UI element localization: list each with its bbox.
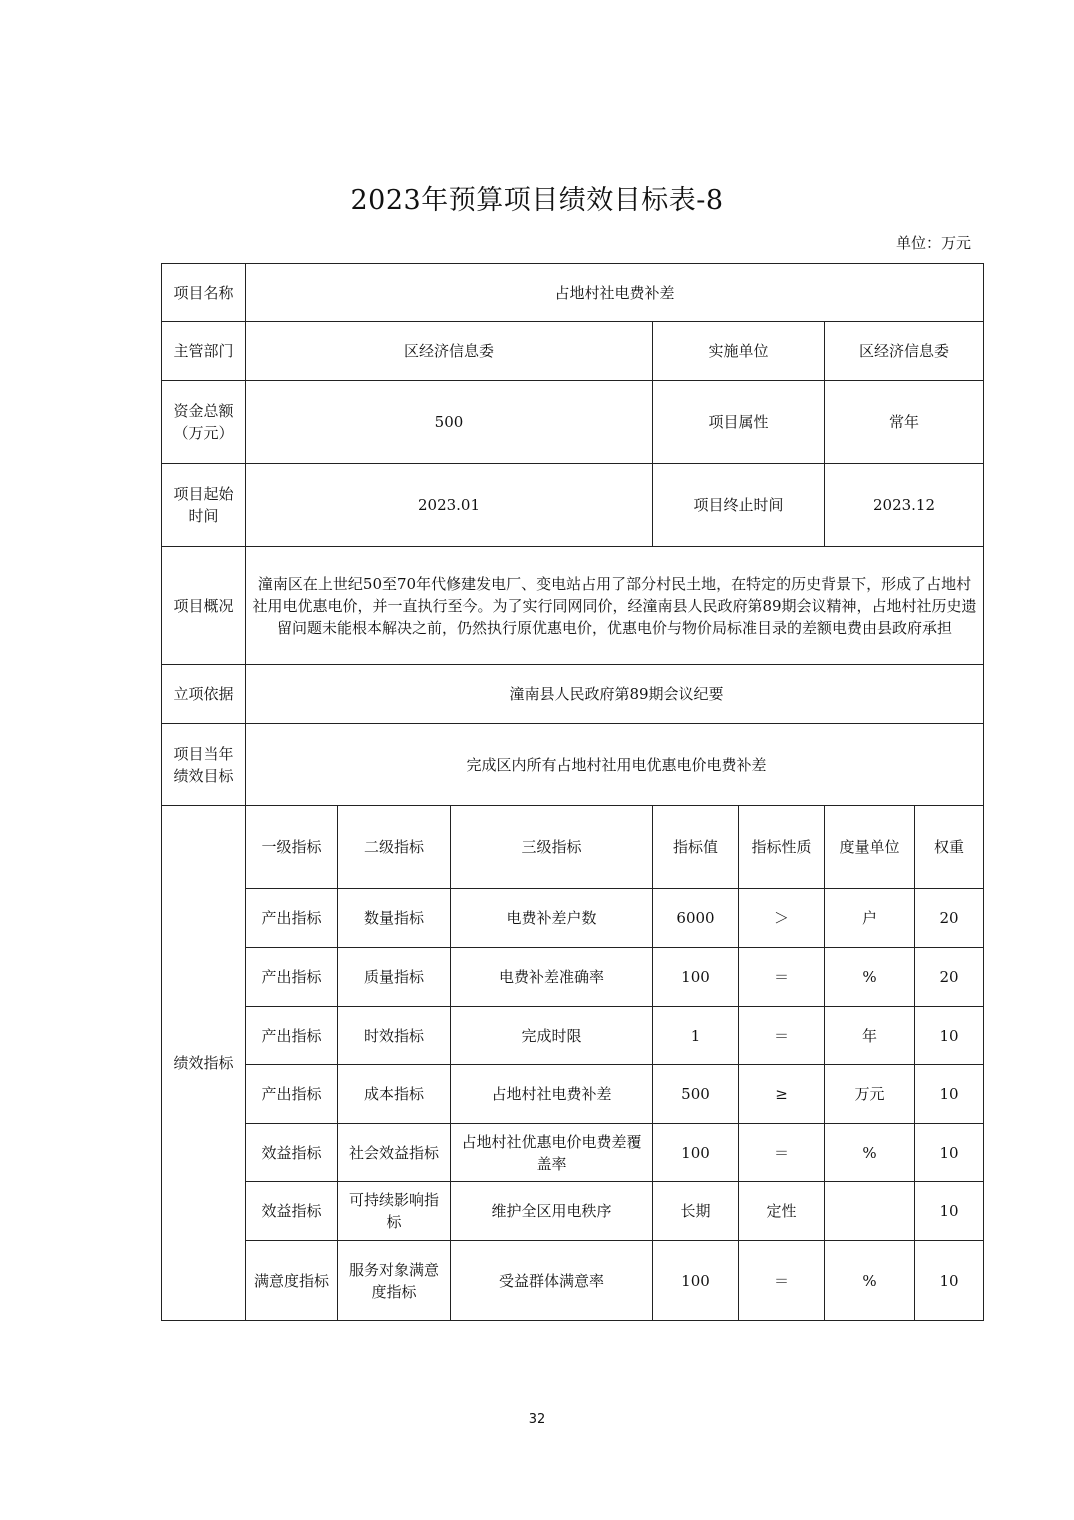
nature-cell: ＝ [739, 948, 825, 1007]
value-cell: 长期 [653, 1182, 739, 1241]
nature-cell: ＝ [739, 1007, 825, 1065]
weight-cell: 10 [915, 1007, 984, 1065]
value-cell: 100 [653, 948, 739, 1007]
project-attr-value: 常年 [825, 381, 984, 464]
project-name-label: 项目名称 [162, 264, 246, 322]
start-time-label: 项目起始时间 [162, 464, 246, 547]
level3-cell: 电费补差户数 [451, 889, 653, 948]
dept-value: 区经济信息委 [246, 322, 653, 381]
nature-cell: ＝ [739, 1241, 825, 1321]
weight-cell: 10 [915, 1124, 984, 1182]
indicator-row [162, 948, 984, 1007]
row-department [162, 322, 984, 381]
header-unit: 度量单位 [825, 806, 915, 889]
level3-cell: 完成时限 [451, 1007, 653, 1065]
nature-cell: ＞ [739, 889, 825, 948]
page-title: 2023年预算项目绩效目标表-8 [350, 185, 724, 216]
overview-value: 潼南区在上世纪50至70年代修建发电厂、变电站占用了部分村民土地，在特定的历史背景下，形成了占地村社用电优惠电价，并一直执行至今。为了实行同网同价，经潼南县人民政府第89期会议精神，占地村社历史遗留问题未能根本解决之前，仍然执行原优惠电价，优惠电价与物价局标准目录的差额电费由县政府承担 [246, 547, 984, 665]
level3-cell: 占地村社电费补差 [451, 1065, 653, 1124]
level2-cell: 可持续影响指标 [338, 1182, 451, 1241]
row-goal [162, 724, 984, 806]
basis-value: 潼南县人民政府第89期会议纪要 [246, 665, 984, 724]
indicator-row [162, 1124, 984, 1182]
level1-cell: 效益指标 [246, 1182, 338, 1241]
header-nature: 指标性质 [739, 806, 825, 889]
header-level3: 三级指标 [451, 806, 653, 889]
performance-target-table [161, 263, 984, 1321]
value-cell: 100 [653, 1241, 739, 1321]
level1-cell: 产出指标 [246, 1065, 338, 1124]
indicator-row [162, 1182, 984, 1241]
nature-cell: ≥ [739, 1065, 825, 1124]
level1-cell: 产出指标 [246, 1007, 338, 1065]
level2-cell: 数量指标 [338, 889, 451, 948]
funds-value: 500 [246, 381, 653, 464]
indicator-row [162, 1007, 984, 1065]
header-level1: 一级指标 [246, 806, 338, 889]
goal-label: 项目当年绩效目标 [162, 724, 246, 806]
unit-cell: 年 [825, 1007, 915, 1065]
row-basis [162, 665, 984, 724]
weight-cell: 10 [915, 1182, 984, 1241]
row-time [162, 464, 984, 547]
weight-cell: 10 [915, 1065, 984, 1124]
start-time-value: 2023.01 [246, 464, 653, 547]
row-overview [162, 547, 984, 665]
indicator-row [162, 1065, 984, 1124]
level3-cell: 维护全区用电秩序 [451, 1182, 653, 1241]
overview-label: 项目概况 [162, 547, 246, 665]
value-cell: 100 [653, 1124, 739, 1182]
unit-cell: % [825, 1124, 915, 1182]
unit-cell [825, 1182, 915, 1241]
level1-cell: 产出指标 [246, 889, 338, 948]
level3-cell: 电费补差准确率 [451, 948, 653, 1007]
dept-label: 主管部门 [162, 322, 246, 381]
unit-cell: 万元 [825, 1065, 915, 1124]
project-name-value: 占地村社电费补差 [246, 264, 984, 322]
end-time-value: 2023.12 [825, 464, 984, 547]
level3-cell: 占地村社优惠电价电费差覆盖率 [451, 1124, 653, 1182]
nature-cell: ＝ [739, 1124, 825, 1182]
impl-unit-value: 区经济信息委 [825, 322, 984, 381]
level1-cell: 满意度指标 [246, 1241, 338, 1321]
header-weight: 权重 [915, 806, 984, 889]
project-attr-label: 项目属性 [653, 381, 825, 464]
nature-cell: 定性 [739, 1182, 825, 1241]
header-value: 指标值 [653, 806, 739, 889]
unit-cell: % [825, 948, 915, 1007]
impl-unit-label: 实施单位 [653, 322, 825, 381]
weight-cell: 20 [915, 948, 984, 1007]
value-cell: 6000 [653, 889, 739, 948]
unit-cell: % [825, 1241, 915, 1321]
weight-cell: 20 [915, 889, 984, 948]
level1-cell: 产出指标 [246, 948, 338, 1007]
indicator-header-row [162, 806, 984, 889]
weight-cell: 10 [915, 1241, 984, 1321]
unit-cell: 户 [825, 889, 915, 948]
level2-cell: 成本指标 [338, 1065, 451, 1124]
goal-value: 完成区内所有占地村社用电优惠电价电费补差 [246, 724, 984, 806]
row-funds [162, 381, 984, 464]
level3-cell: 受益群体满意率 [451, 1241, 653, 1321]
level1-cell: 效益指标 [246, 1124, 338, 1182]
end-time-label: 项目终止时间 [653, 464, 825, 547]
indicator-row [162, 1241, 984, 1321]
indicator-row [162, 889, 984, 948]
page-number: 32 [528, 1412, 546, 1427]
funds-label: 资金总额（万元） [162, 381, 246, 464]
indicators-label: 绩效指标 [162, 806, 246, 1321]
value-cell: 1 [653, 1007, 739, 1065]
row-project-name [162, 264, 984, 322]
header-level2: 二级指标 [338, 806, 451, 889]
basis-label: 立项依据 [162, 665, 246, 724]
unit-label: 单位：万元 [895, 234, 971, 252]
value-cell: 500 [653, 1065, 739, 1124]
level2-cell: 时效指标 [338, 1007, 451, 1065]
level2-cell: 社会效益指标 [338, 1124, 451, 1182]
level2-cell: 质量指标 [338, 948, 451, 1007]
level2-cell: 服务对象满意度指标 [338, 1241, 451, 1321]
